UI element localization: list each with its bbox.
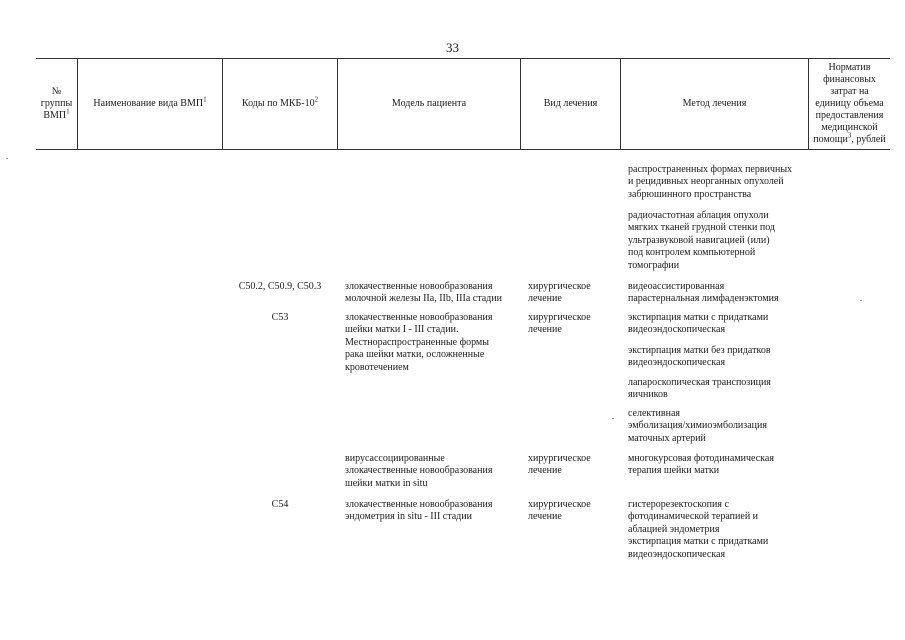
treatment-type-surgical: хирургическое лечение bbox=[528, 312, 591, 336]
method-rfa-chest-wall: радиочастотная аблация опухоли мягких тканей грудной стенки под ультразвуковой навигацией (или) под контролем компьютерной томографии bbox=[628, 210, 775, 271]
method-lymphadenectomy: видеоассистированная парастернальная лимфаденэктомия bbox=[628, 281, 779, 305]
icd-code-c54: C54 bbox=[271, 499, 289, 510]
method-hysteroresectoscopy: гистерорезектоскопия с фотодинамической терапией и аблацией эндометрия экстирпация матки с придатками видеоэндоскопическая bbox=[628, 499, 769, 560]
scan-speck bbox=[612, 418, 614, 419]
model-cervical-cancer: злокачественные новообразования шейки матки I - III стадии. Местнораспространенные формы рака шейки матки, осложненные кровотечением bbox=[345, 312, 493, 373]
treatment-type-surgical: хирургическое лечение bbox=[528, 281, 591, 305]
method-hysterectomy-with-adnexa: экстирпация матки с придатками видеоэндоскопическая bbox=[628, 312, 769, 336]
model-breast-cancer: злокачественные новообразования молочной железы IIa, IIb, IIIa стадии bbox=[345, 281, 502, 305]
model-virus-associated: вирусассоциированные злокачественные новообразования шейки матки in situ bbox=[345, 453, 493, 489]
method-retroperitoneal: распространенных формах первичных и рецидивных неорганных опухолей забрюшинного пространства bbox=[628, 164, 793, 200]
method-ovarian-transposition: лапароскопическая транспозиция яичников bbox=[628, 377, 771, 401]
scan-speck bbox=[860, 300, 862, 301]
header-treatment-method: Метод лечения bbox=[682, 97, 747, 109]
header-bottom-rule bbox=[36, 149, 890, 150]
treatment-type-surgical: хирургическое лечение bbox=[528, 453, 591, 477]
icd-code-c53: C53 bbox=[271, 312, 289, 323]
page-number: 33 bbox=[446, 40, 459, 55]
header-cost-standard: Норматив финансовых затрат на единицу объема предоставления медицинской помощи$^3$, рублей bbox=[813, 61, 886, 145]
treatment-type-surgical: хирургическое лечение bbox=[528, 499, 591, 523]
header-treatment-type: Вид лечения bbox=[543, 97, 598, 109]
header-patient-model: Модель пациента bbox=[391, 97, 467, 109]
scan-speck bbox=[6, 158, 8, 159]
method-photodynamic-therapy: многокурсовая фотодинамическая терапия шейки матки bbox=[628, 453, 774, 477]
model-endometrial-cancer: злокачественные новообразования эндометрия in situ - III стадии bbox=[345, 499, 493, 523]
method-hysterectomy-without-adnexa: экстирпация матки без придатков видеоэндоскопическая bbox=[628, 345, 771, 369]
header-vmp-name: Наименование вида ВМП$^1$ bbox=[93, 95, 207, 109]
method-artery-embolization: селективная эмболизация/химиоэмболизация маточных артерий bbox=[628, 408, 767, 444]
header-icd-codes: Коды по МКБ-$10^2$ bbox=[241, 95, 319, 109]
icd-codes-c50: C50.2, C50.9, C50.3 bbox=[238, 281, 322, 292]
header-group-number: № группы ВМП$^1$ bbox=[40, 85, 73, 121]
